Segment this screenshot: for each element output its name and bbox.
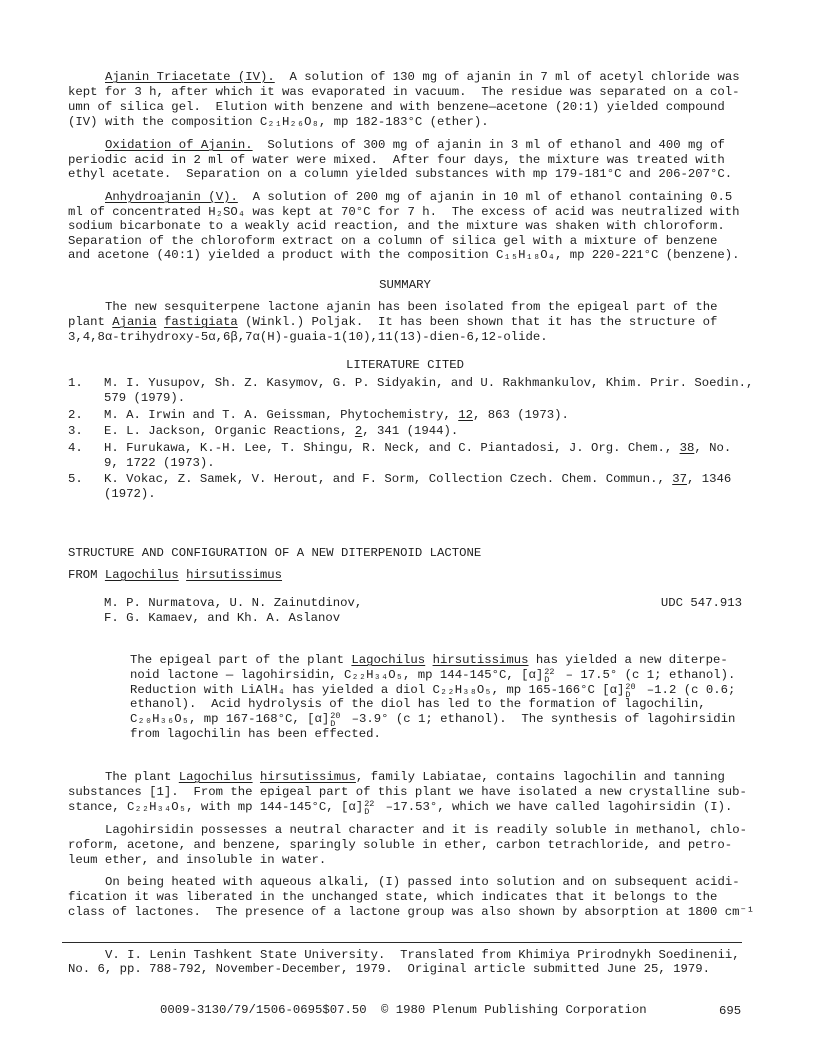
text-run: STRUCTURE AND CONFIGURATION OF A NEW DITERPENOID LACTONE [68,546,482,560]
text-line [68,948,740,962]
text-run: plant [68,315,113,329]
text-run: , family Labiatae, contains lagochilin and tanning [355,770,725,784]
text-line [68,770,747,785]
text-line [68,138,732,153]
text-line [68,234,740,249]
summary-paragraph [68,300,718,345]
text-run: Lagohirsidin possesses a neutral character and it is readily soluble in methanol, chlo- [105,823,748,837]
udc-code: UDC 547.913 [660,596,742,610]
text-run: 9, 1722 (1973). [104,455,215,470]
text-line [130,668,735,683]
text-line [68,542,481,564]
text-run: FROM [68,568,105,582]
text-run: , 341 (1944). [362,424,459,438]
underlined-text: 37 [672,472,687,486]
underlined-text: Oxidation of Ajanin. [105,138,253,152]
text-line [68,875,754,890]
text-run: A solution of 200 mg of ajanin in 10 ml of ethanol containing 0.5 [237,190,733,204]
text-line [68,315,718,330]
text-line [68,190,740,205]
optical-rotation-index [624,683,639,698]
body-paragraph [68,823,747,867]
text-run: has yielded a new diterpe- [528,653,728,667]
text-run: M. I. Yusupov, Sh. Z. Kasymov, G. P. Sidyakin, and U. Rakhmankulov, Khim. Prir. Soedin., [104,376,754,390]
literature-cited-heading: LITERATURE CITED [345,358,465,372]
reference-text [104,441,731,471]
text-line [130,697,735,712]
text-line [130,683,735,698]
text-run [157,315,164,329]
text-run: sodium bicarbonate to a weakly acid reaction, and the mixture was shaken with chloroform. [68,219,725,234]
optical-rotation-index [363,800,378,815]
text-run: – 17.5° (c 1; ethanol). [558,667,736,682]
reference-item [68,441,753,471]
reference-number: 2. [68,407,83,422]
text-line [68,330,718,345]
underlined-text: Ajanin Triacetate (IV). [105,70,275,84]
optical-rotation-index [543,668,558,683]
text-run: from lagochilin has been effected. [130,726,381,741]
text-line [68,153,732,168]
underlined-text: Ajania [112,315,157,329]
text-run: Separation of the chloroform extract on a column of silica gel with a mixture of benzene [68,233,718,248]
superscript: 20 [625,681,636,692]
text-line [104,424,458,439]
subscript: D [364,806,370,817]
underlined-text: Anhydroajanin (V). [105,190,238,204]
reference-item [68,408,753,423]
text-line [104,611,362,626]
underlined-text: Lagochilus [351,653,426,667]
text-run: periodic acid in 2 ml of water were mixed. After four days, the mixture was treated with [68,152,725,167]
text-line [104,376,753,391]
article-title [68,542,481,586]
reference-number: 5. [68,472,83,486]
text-run: –1.2 (c 0.6; [639,682,736,697]
text-line [68,785,747,800]
article-abstract [130,653,735,742]
text-line [104,456,731,471]
subscript: D [625,689,631,700]
text-line [130,711,736,730]
text-run: (IV) with the composition C₂₁H₂₆O₈, mp 182-183°C (ether). [68,115,489,129]
text-run: K. Vokac, Z. Samek, V. Herout, and F. Sorm, Collection Czech. Chem. Commun., [104,472,673,486]
text-run: H. Furukawa, K.-H. Lee, T. Shingu, R. Neck, and C. Piantadosi, J. Org. Chem., [104,440,680,455]
text-line [68,167,732,182]
reference-number: 4. [68,440,83,455]
footnote [68,948,740,976]
text-line [104,441,731,456]
text-line [68,853,747,868]
text-run: umn of silica gel. Elution with benzene and with benzene—acetone (20:1) yielded compound [68,100,725,114]
text-run: (1972). [104,487,156,501]
text-line [68,300,718,315]
text-run: On being heated with aqueous alkali, (I) passed into solution and on subsequent acidi- [105,875,740,889]
reference-text [104,424,458,439]
text-run: The plant [105,770,179,784]
reference-text [104,472,731,502]
text-run: , 863 (1973). [472,407,569,422]
underlined-text: hirsutissimus [432,653,529,667]
text-run: The new sesquiterpene lactone ajanin has been isolated from the epigeal part of the [105,300,718,314]
text-run [179,568,186,582]
text-line [104,391,753,406]
text-run: class of lactones. The presence of a lactone group was also shown by absorption at 1800 cm⁻¹ [68,904,755,919]
reference-number: 3. [68,424,83,438]
text-run: Solutions of 300 mg of ajanin in 3 ml of ethanol and 400 mg of [252,138,725,152]
text-line [68,823,747,838]
page-number: 695 [719,1004,742,1018]
text-line [68,962,740,976]
article-authors [104,596,362,625]
text-run: E. L. Jackson, Organic Reactions, [104,424,355,438]
copyright-notice: © 1980 Plenum Publishing Corporation [381,1003,647,1017]
underlined-text: fastigiata [163,315,238,329]
superscript: 22 [544,666,555,677]
text-line [130,727,735,742]
reference-text [104,408,569,423]
text-line [68,85,740,100]
text-run: ml of concentrated H₂SO₄ was kept at 70°C for 7 h. The excess of acid was neutralized with [68,204,740,219]
text-run: kept for 3 h, after which it was evaporated in vacuum. The residue was separated on a col- [68,85,740,99]
text-line [68,70,740,85]
text-line [68,205,740,220]
underlined-text: hirsutissimus [259,770,356,784]
paragraph-anhydroajanin [68,190,740,263]
text-run: , 1346 [686,472,732,486]
text-run: fication it was liberated in the unchanged state, which indicates that it belongs to the [68,889,718,904]
reference-item [68,424,753,439]
text-run: –17.53°, which we have called lagohirsidin (I). [378,799,733,814]
text-run: V. I. Lenin Tashkent State University. Translated from Khimiya Prirodnykh Soedinenii, [105,948,740,962]
text-line [68,564,481,586]
text-run: noid lactone — lagohirsidin, C₂₂H₃₄O₅, mp 144-145°C, [α] [130,667,544,682]
text-run: C₂₀H₃₆O₅, mp 167-168°C, [α] [130,712,330,727]
text-run: M. P. Nurmatova, U. N. Zainutdinov, [104,596,363,610]
text-line [68,838,747,853]
text-run [253,770,260,784]
text-line [130,653,735,668]
text-line [104,596,362,611]
reference-text [104,376,753,406]
paragraph-oxidation-of-ajanin [68,138,732,182]
reference-list [68,376,753,504]
subscript: D [330,719,336,730]
text-run: A solution of 130 mg of ajanin in 7 ml of acetyl chloride was [274,70,740,84]
text-run: and acetone (40:1) yielded a product with the composition C₁₅H₁₈O₄, mp 220-221°C (benzene). [68,248,740,263]
reference-number: 1. [68,376,83,390]
text-run: ethyl acetate. Separation on a column yielded substances with mp 179-181°C and 206-207°C. [68,167,733,182]
underlined-text: 2 [354,424,363,438]
underlined-text: 12 [458,407,473,422]
reference-item [68,376,753,406]
text-run: No. 6, pp. 788-792, November-December, 1979. Original article submitted June 25, 1979. [68,962,711,976]
text-line [68,219,740,234]
underlined-text: 38 [679,440,695,455]
underlined-text: Lagochilus [178,770,253,784]
text-line [68,890,754,905]
subscript: D [544,674,550,685]
optical-rotation-index [329,711,344,730]
paragraph-ajanin-triacetate [68,70,740,130]
text-run: 3,4,8α-trihydroxy-5α,6β,7α(H)-guaia-1(10),11(13)-dien-6,12-olide. [68,330,548,344]
text-line [104,408,569,423]
text-run: substances [1]. From the epigeal part of this plant we have isolated a new crystalline sub- [68,784,747,799]
body-paragraph [68,770,747,817]
text-run: F. G. Kamaev, and Kh. A. Aslanov [104,610,341,625]
text-run: leum ether, and insoluble in water. [68,852,327,867]
text-line [68,800,747,815]
text-line [68,905,754,920]
text-run: roform, acetone, and benzene, sparingly soluble in ether, carbon tetrachloride, and petro- [68,837,733,852]
text-run: 579 (1979). [104,391,186,405]
journal-code: 0009-3130/79/1506-0695$07.50 [160,1003,367,1017]
text-run: ethanol). Acid hydrolysis of the diol has led to the formation of lagochilin, [130,697,706,712]
summary-heading: SUMMARY [379,278,431,292]
superscript: 20 [330,711,341,722]
text-run: –3.9° (c 1; ethanol). The synthesis of lagohirsidin [344,712,736,727]
reference-item [68,472,753,502]
text-run: M. A. Irwin and T. A. Geissman, Phytochemistry, [104,407,459,422]
text-run: Reduction with LiAlH₄ has yielded a diol C₂₂H₃₈O₅, mp 165-166°C [α] [130,682,625,697]
text-run [425,653,432,667]
text-line [68,100,740,115]
text-run: , No. [694,440,732,455]
text-run: (Winkl.) Poljak. It has been shown that it has the structure of [237,315,718,329]
text-line [68,115,740,130]
text-line [68,248,740,263]
text-run: stance, C₂₂H₃₄O₅, with mp 144-145°C, [α] [68,799,364,814]
superscript: 22 [364,798,375,809]
underlined-text: Lagochilus [104,568,179,582]
footnote-divider [62,942,742,943]
text-line [104,487,731,502]
text-line [104,472,731,487]
text-run: The epigeal part of the plant [130,653,352,667]
underlined-text: hirsutissimus [186,568,283,582]
body-paragraph [68,875,754,919]
